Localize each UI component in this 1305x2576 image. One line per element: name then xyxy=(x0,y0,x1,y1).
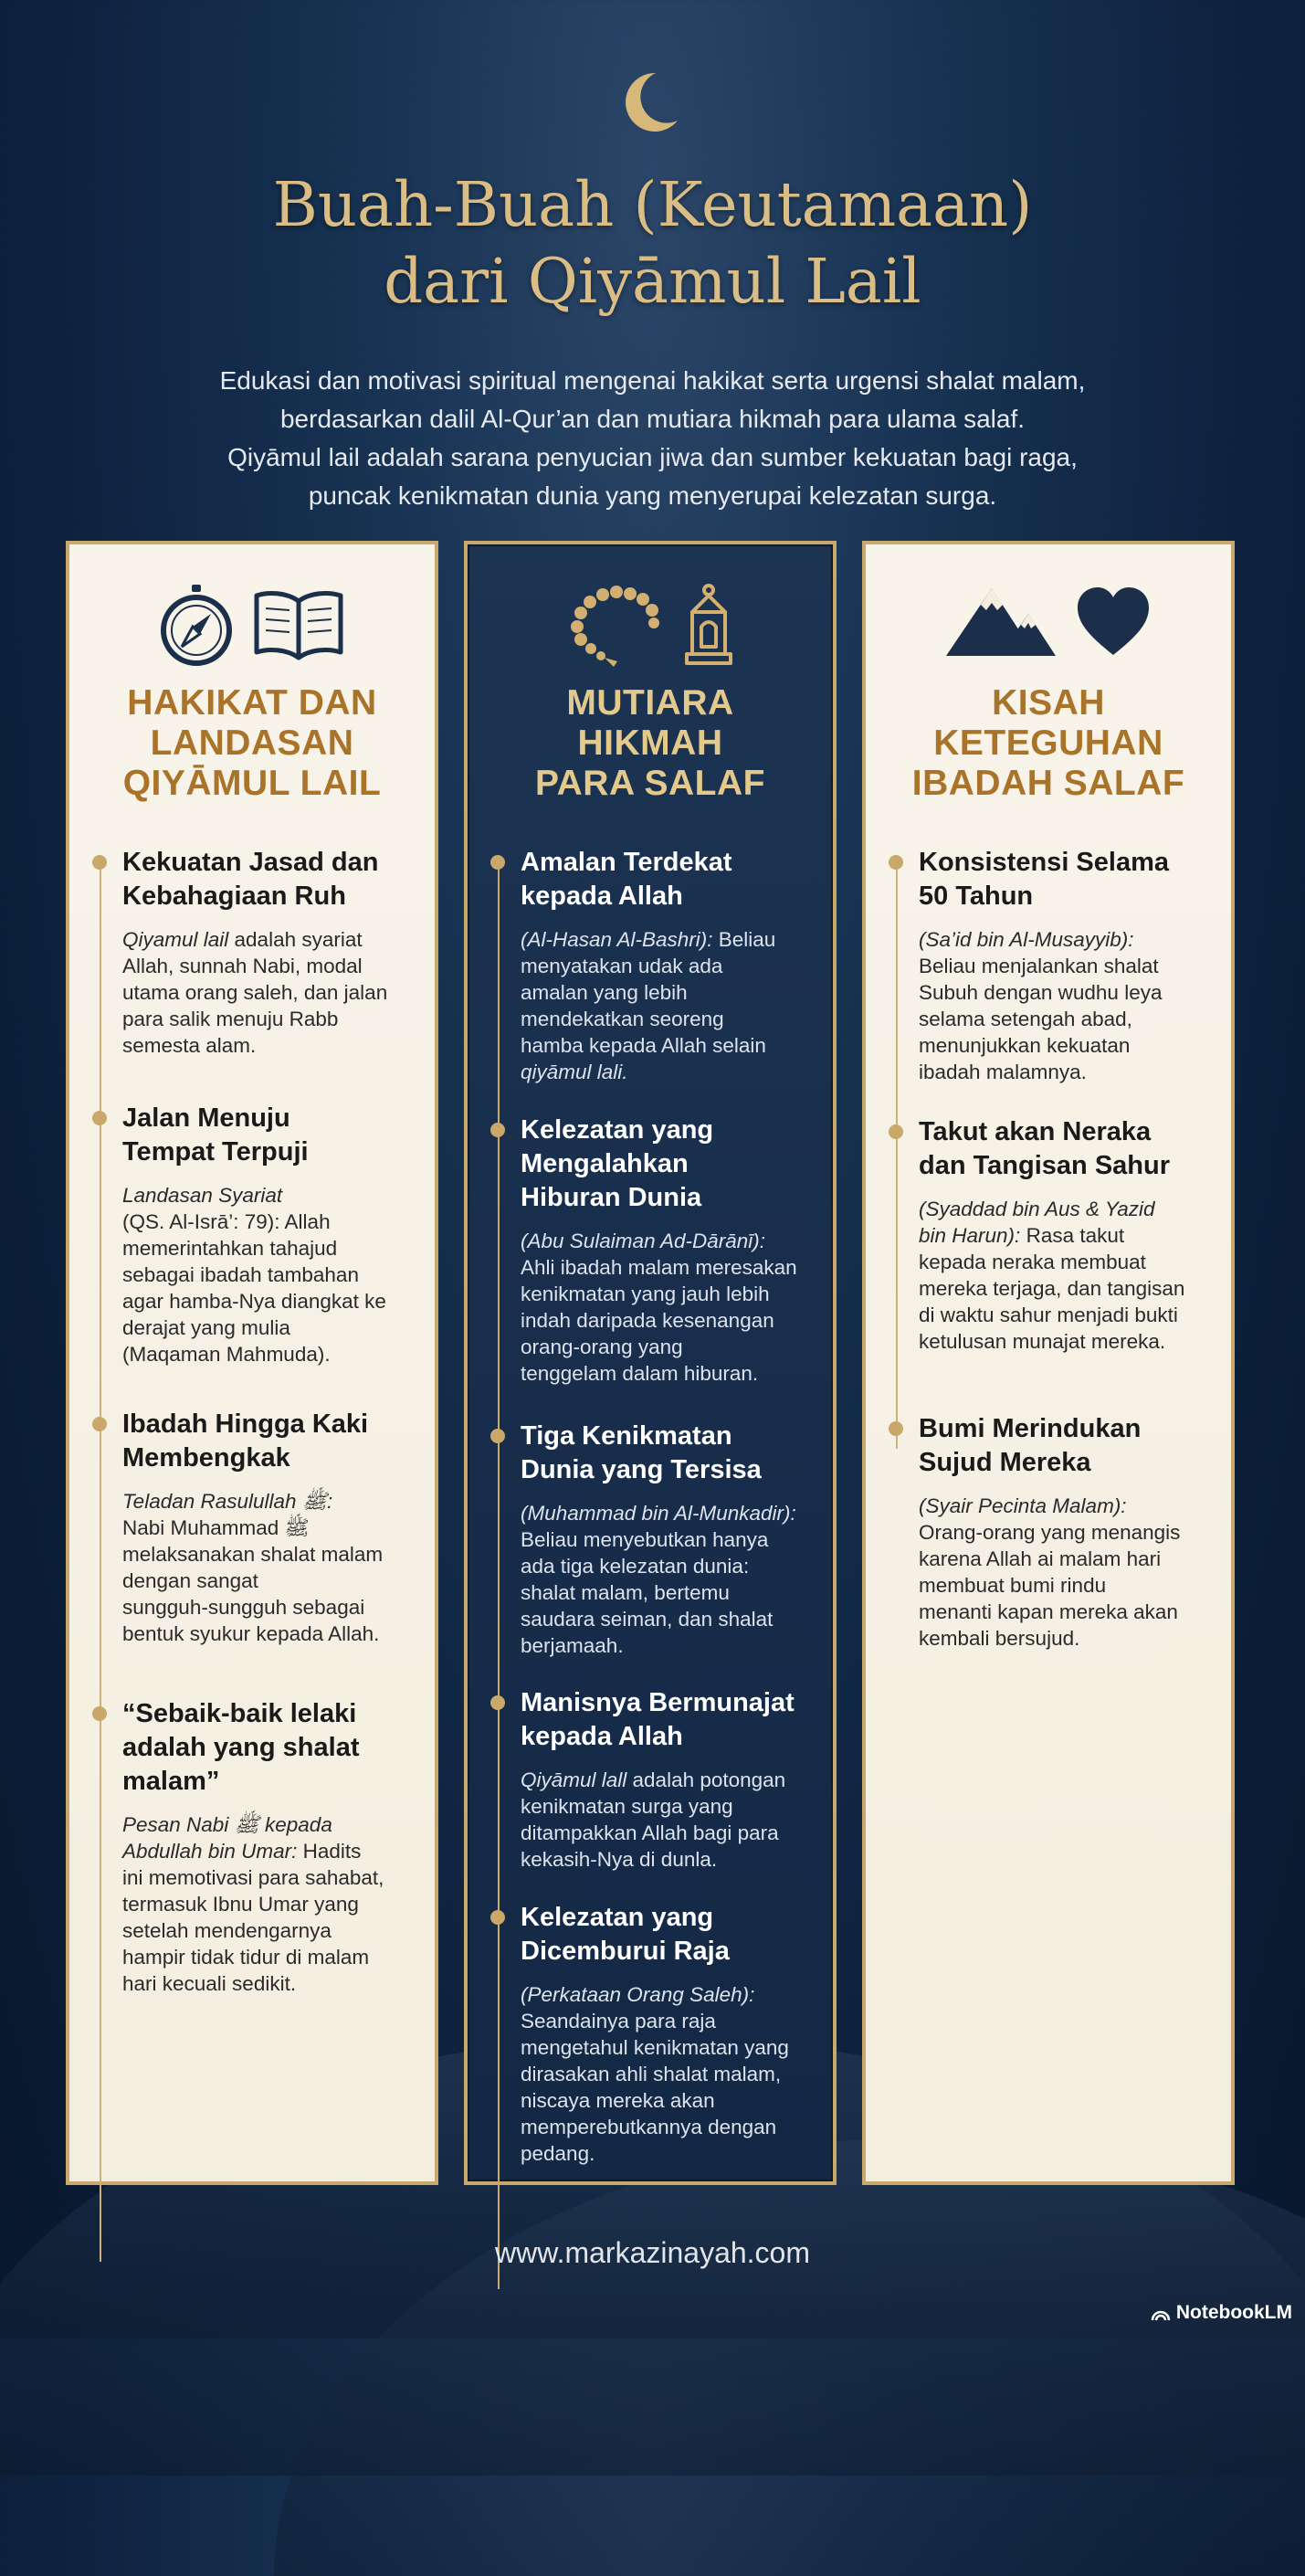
list-item xyxy=(521,1114,820,1387)
item-heading: Kelezatan yang Mengalahkan Hiburan Dunia xyxy=(521,1115,714,1212)
item-source: bin Harun): xyxy=(919,1224,1021,1247)
column-hakikat xyxy=(66,541,438,2185)
timeline-line xyxy=(100,864,101,2262)
item-heading: Takut akan Neraka dan Tangisan Sahur xyxy=(919,1117,1171,1180)
list-item xyxy=(919,846,1218,1085)
list-item xyxy=(919,1115,1218,1355)
column-title-line: KISAH xyxy=(992,683,1105,723)
column-title-line: MUTIARA xyxy=(566,683,734,723)
list-item xyxy=(122,1102,422,1367)
badge-label: NotebookLM xyxy=(1175,2302,1292,2323)
page-title xyxy=(0,166,1305,320)
item-body: (Syair Pecinta Malam): Orang-orang yang menangis karena Allah ai malam hari membuat bumi rindu menanti kapan mereka akan kembali bersujud. xyxy=(919,1494,1181,1650)
item-heading: Jalan Menuju Tempat Terpuji xyxy=(122,1103,309,1167)
timeline-dot xyxy=(889,1124,903,1139)
timeline-dot xyxy=(92,1706,107,1721)
timeline-dot xyxy=(92,855,107,870)
item-heading: Kelezatan yang Dicemburui Raja xyxy=(521,1903,730,1966)
item-heading: Tiga Kenikmatan Dunia yang Tersisa xyxy=(521,1421,762,1484)
item-source: (Sa’id bin Al-Musayyib): xyxy=(919,928,1134,951)
item-body: Teladan Rasulullah ﷺ: Nabi Muhammad ﷺ melaksanakan shalat malam dengan sangat sungguh-sungguh sebagai bentuk syukur kepada Allah. xyxy=(122,1490,384,1645)
list-item xyxy=(521,846,820,1085)
item-heading: Konsistensi Selama 50 Tahun xyxy=(919,848,1169,911)
column-title-line: KETEGUHAN xyxy=(933,723,1163,763)
item-body: (Al-Hasan Al-Bashri): Beliau menyatakan udak ada amalan yang lebih mendekatkan seoreng hamba kepada Allah selain qiyāmul lali. xyxy=(521,928,776,1083)
list-item xyxy=(122,1697,422,1997)
item-source: Teladan Rasulullah ﷺ: xyxy=(122,1490,333,1513)
item-body: (Abu Sulaiman Ad-Dārānī): Ahli ibadah malam meresakan kenikmatan yang jauh lebih indah daripada kesenangan orang-orang yang tenggelam dalam hiburan. xyxy=(521,1230,797,1385)
item-heading: Ibadah Hingga Kaki Membengkak xyxy=(122,1409,369,1473)
item-source: (Perkataan Orang Saleh): xyxy=(521,1983,755,2006)
item-body: (Syaddad bin Aus & Yazid bin Harun): Rasa takut kepada neraka membuat mereka terjaga, dan tangisan di waktu sahur menjadi bukti ketulusan munajat mereka. xyxy=(919,1198,1185,1353)
column-title xyxy=(866,683,1231,804)
item-source: Pesan Nabi ﷺ kepada xyxy=(122,1813,332,1836)
item-source: (Al-Hasan Al-Bashri): xyxy=(521,928,713,951)
timeline-dot xyxy=(490,1910,505,1925)
item-source: (Syaddad bin Aus & Yazid xyxy=(919,1198,1155,1220)
compass-icon xyxy=(158,583,235,667)
timeline-dot xyxy=(92,1111,107,1125)
item-body: (Perkataan Orang Saleh): Seandainya para raja mengetahul kenikmatan yang dirasakan ahli shalat malam, niscaya mereka akan memperebutkannya dengan pedang. xyxy=(521,1983,789,2165)
column-title-line: LANDASAN xyxy=(150,723,354,763)
item-heading: Manisnya Bermunajat kepada Allah xyxy=(521,1688,795,1751)
item-heading: Kekuatan Jasad dan Kebahagiaan Ruh xyxy=(122,848,379,911)
title-line: Buah-Buah (Keutamaan) xyxy=(272,169,1033,240)
notebooklm-badge xyxy=(1151,2302,1292,2324)
intro-line: Qiyāmul lail adalah sarana penyucian jiwa dan sumber kekuatan bagi raga, xyxy=(227,443,1078,471)
column-icons xyxy=(866,583,1231,674)
item-source: Abdullah bin Umar: xyxy=(122,1840,298,1863)
column-title-line: HAKIKAT DAN xyxy=(127,683,377,723)
notebooklm-logo-icon xyxy=(1151,2305,1171,2321)
column-title-line: IBADAH SALAF xyxy=(911,764,1185,803)
column-icons xyxy=(468,583,833,674)
item-source: Qiyāmul lall xyxy=(521,1768,627,1791)
column-title-line: QIYĀMUL LAIL xyxy=(122,764,382,803)
column-title-line: PARA SALAF xyxy=(535,764,765,803)
item-heading: “Sebaik-baik lelaki adalah yang shalat malam” xyxy=(122,1699,360,1796)
timeline-dot xyxy=(889,1421,903,1436)
intro-line: puncak kenikmatan dunia yang menyerupai kelezatan surga. xyxy=(308,481,997,510)
list-item xyxy=(919,1412,1218,1652)
item-heading: Amalan Terdekat kepada Allah xyxy=(521,848,732,911)
item-heading: Bumi Merindukan Sujud Mereka xyxy=(919,1414,1142,1477)
intro-text xyxy=(91,362,1214,515)
item-body: (Muhammad bin Al-Munkadir): Beliau menyebutkan hanya ada tiga kelezatan dunia: shalat malam, bertemu saudara seiman, dan shalat berjamaah. xyxy=(521,1502,796,1657)
intro-line: Edukasi dan motivasi spiritual mengenai hakikat serta urgensi shalat malam, xyxy=(219,366,1086,395)
timeline-dot xyxy=(889,855,903,870)
column-mutiara xyxy=(464,541,837,2185)
list-item xyxy=(122,1408,422,1647)
column-title xyxy=(69,683,435,804)
prayer-beads-icon xyxy=(564,585,665,669)
item-source: Qiyamul lail xyxy=(122,928,229,951)
item-source: (Muhammad bin Al-Munkadir): xyxy=(521,1502,796,1525)
timeline-dot xyxy=(490,1123,505,1137)
list-item xyxy=(521,1686,820,1873)
item-source: (Syair Pecinta Malam): xyxy=(919,1494,1127,1517)
list-item xyxy=(122,846,422,1059)
lantern-icon xyxy=(681,583,736,670)
column-title xyxy=(468,683,833,804)
crescent-moon-icon xyxy=(621,69,681,133)
timeline-dot xyxy=(490,1429,505,1443)
column-icons xyxy=(69,583,435,674)
item-source: Landasan Syariat xyxy=(122,1184,283,1207)
item-body: Qiyāmul lall adalah potongan kenikmatan surga yang ditampakkan Allah bagi para kekasih-Nya di dunla. xyxy=(521,1768,786,1871)
heart-icon xyxy=(1074,586,1152,657)
column-title-line: HIKMAH xyxy=(577,723,723,763)
column-kisah xyxy=(862,541,1235,2185)
website-url: www.markazinayah.com xyxy=(495,2236,810,2269)
title-line: dari Qiyāmul Lail xyxy=(384,246,921,317)
mountains-icon xyxy=(944,583,1058,660)
open-book-icon xyxy=(251,588,346,661)
timeline-dot xyxy=(92,1417,107,1431)
timeline-dot xyxy=(490,855,505,870)
item-body: Landasan Syariat (QS. Al-Isrā’: 79): Allah memerintahkan tahajud sebagai ibadah tambahan agar hamba-Nya diangkat ke derajat yang mulia (Maqaman Mahmuda). xyxy=(122,1184,386,1366)
item-body: Pesan Nabi ﷺ kepada Abdullah bin Umar: Hadits ini memotivasi para sahabat, termasuk Ibnu Umar yang setelah mendengarnya hampir tidak tidur di malam hari kecuali sedikit. xyxy=(122,1813,384,1995)
timeline-dot xyxy=(490,1695,505,1710)
item-body: Qiyamul lail adalah syariat Allah, sunnah Nabi, modal utama orang saleh, dan jalan para salik menuju Rabb semesta alam. xyxy=(122,928,388,1057)
list-item xyxy=(521,1901,820,2167)
timeline-line xyxy=(498,864,500,2289)
intro-line: berdasarkan dalil Al-Qur’an dan mutiara hikmah para ulama salaf. xyxy=(279,405,1026,433)
item-body: (Sa’id bin Al-Musayyib): Beliau menjalankan shalat Subuh dengan wudhu leya selama setengah abad, menunjukkan kekuatan ibadah malamnya. xyxy=(919,928,1163,1083)
list-item xyxy=(521,1420,820,1659)
timeline-line xyxy=(896,864,898,1449)
item-source: (Abu Sulaiman Ad-Dārānī): xyxy=(521,1230,766,1252)
